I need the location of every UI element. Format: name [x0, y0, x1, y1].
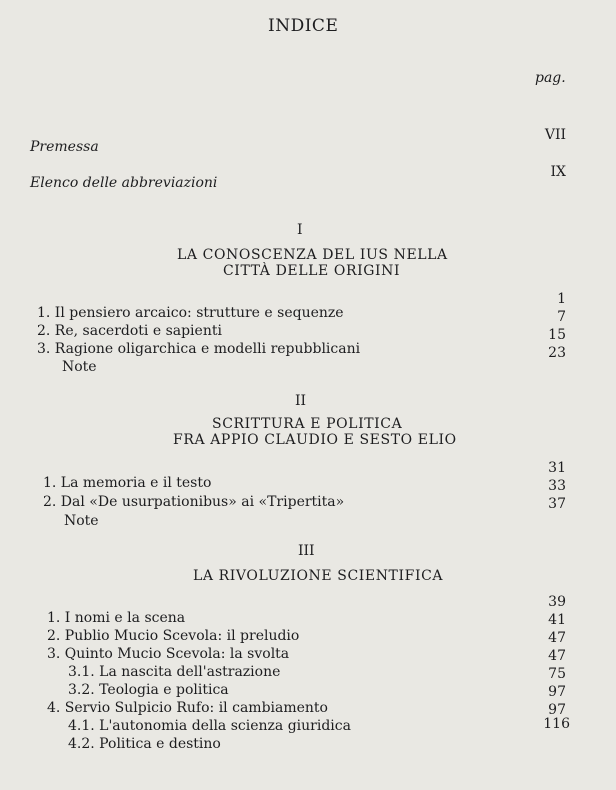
- chapter-number: II: [295, 393, 307, 409]
- toc-page: 1: [557, 291, 566, 307]
- toc-page: 47: [548, 648, 566, 664]
- toc-page: 116: [543, 716, 570, 732]
- toc-page: 7: [557, 309, 566, 325]
- front-matter-label: Elenco delle abbreviazioni: [30, 175, 218, 191]
- chapter-title: LA CONOSCENZA DEL IUS NELLA: [177, 247, 448, 263]
- toc-page: 75: [548, 666, 566, 682]
- toc-page: 39: [548, 594, 566, 610]
- front-matter-page: IX: [550, 164, 566, 180]
- toc-entry: 3. Ragione oligarchica e modelli repubblicani: [37, 341, 361, 357]
- toc-page: 97: [548, 684, 566, 700]
- toc-entry: 2. Re, sacerdoti e sapienti: [37, 323, 222, 339]
- toc-entry: 1. La memoria e il testo: [43, 475, 212, 491]
- toc-page: 47: [548, 630, 566, 646]
- chapter-title: FRA APPIO CLAUDIO E SESTO ELIO: [173, 432, 457, 448]
- toc-entry: Note: [64, 513, 99, 529]
- toc-entry: 4. Servio Sulpicio Rufo: il cambiamento: [47, 700, 328, 716]
- toc-page: 97: [548, 702, 566, 718]
- toc-page: 37: [548, 496, 566, 512]
- toc-entry: 1. Il pensiero arcaico: strutture e sequenze: [37, 305, 344, 321]
- pag-label: pag.: [535, 70, 566, 86]
- front-matter-label: Premessa: [30, 139, 99, 155]
- toc-page: 33: [548, 478, 566, 494]
- toc-page: 41: [548, 612, 566, 628]
- toc-page: 31: [548, 460, 566, 476]
- toc-entry: 3.1. La nascita dell'astrazione: [68, 664, 281, 680]
- toc-page: 23: [548, 345, 566, 361]
- toc-entry: 2. Publio Mucio Scevola: il preludio: [47, 628, 300, 644]
- toc-entry: 3. Quinto Mucio Scevola: la svolta: [47, 646, 290, 662]
- page-title: INDICE: [268, 16, 339, 36]
- toc-page: 15: [548, 327, 566, 343]
- toc-entry: Note: [62, 359, 97, 375]
- toc-entry: 1. I nomi e la scena: [47, 610, 186, 626]
- chapter-number: I: [297, 222, 303, 238]
- toc-entry: 4.1. L'autonomia della scienza giuridica: [68, 718, 351, 734]
- chapter-title: CITTÀ DELLE ORIGINI: [223, 263, 401, 279]
- chapter-number: III: [298, 543, 315, 559]
- toc-entry: 3.2. Teologia e politica: [68, 682, 229, 698]
- toc-entry: 4.2. Politica e destino: [68, 736, 221, 752]
- chapter-title: LA RIVOLUZIONE SCIENTIFICA: [193, 568, 444, 584]
- toc-entry: 2. Dal «De usurpationibus» ai «Tripertita»: [43, 494, 345, 510]
- front-matter-page: VII: [544, 127, 566, 143]
- chapter-title: SCRITTURA E POLITICA: [212, 416, 403, 432]
